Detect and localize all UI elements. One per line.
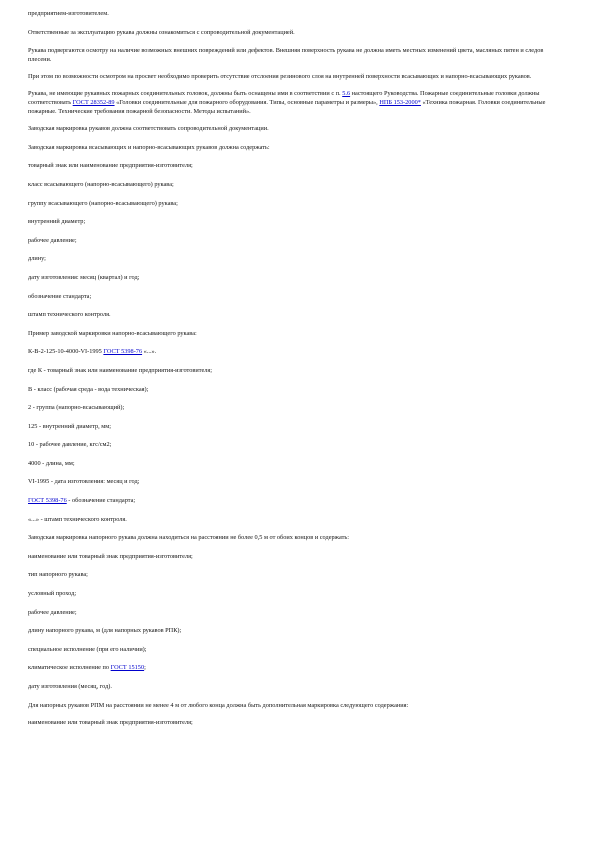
list-item: класс всасывающего (напорно-всасывающего) рукава; [28,180,174,188]
paragraph: Ответственные за эксплуатацию рукава должны ознакомиться с сопроводительной документацией. [28,28,295,36]
paragraph: Заводская маркировка всасывающих и напорно-всасывающих рукавов должна содержать: [28,143,270,151]
list-item: длину; [28,255,46,263]
paragraph [28,347,555,356]
list-item [28,663,555,672]
list-item: «...» - штамп технического контроля. [28,515,127,523]
text-run: «Техника пожарная. Головки соединительные пожарные. Технические требования пожарной безопасности. Методы испытаний». [28,99,546,116]
list-item: товарный знак или наименование предприятия-изготовителя; [28,162,193,170]
list-item: дату изготовления (месяц, год). [28,683,112,690]
list-item: наименование или товарный знак предприятия-изготовителя; [28,552,193,560]
gost-link[interactable]: ГОСТ 15150 [110,664,145,672]
list-item: штамп технического контроля. [28,311,111,319]
list-item: VI-1995 - дата изготовления: месяц и год; [28,478,140,486]
list-item: обозначение стандарта; [28,292,92,300]
paragraph: Заводская маркировка напорного рукава должна находиться на расстоянии не более 0,5 м от обоих концов и содержать: [28,534,350,542]
text-run: «...». [142,348,157,356]
list-item: 125 - внутренний диаметр, мм; [28,422,112,430]
text-run: Рукава, не имеющие рукавных пожарных соединительных головок, должны быть оснащены ими в соответствии с п. [28,90,343,98]
paragraph [28,89,555,116]
paragraph: Заводская маркировка рукавов должна соответствовать сопроводительной документации. [28,125,269,133]
list-item: внутренний диаметр; [28,218,86,226]
list-item: рабочее давление; [28,236,77,244]
text-run: К-В-2-125-10-4000-VI-1995 [28,348,104,356]
npb-link[interactable]: НПБ 153-2000* [379,99,421,107]
list-item: дату изготовления: месяц (квартал) и год; [28,273,140,281]
paragraph: Рукава подвергаются осмотру на наличие возможных внешних повреждений или дефектов. Внешняя поверхность рукава не должна иметь местных изменений цвета, масляных пятен и следов плесени. [28,47,544,64]
list-item: тип напорного рукава; [28,571,88,579]
list-item: 10 - рабочее давление, кгс/см2; [28,441,112,449]
paragraph: При этом по возможности осмотром на просвет необходимо проверить отсутствие отслоения резинового слоя на внутренней поверхности всасывающих и напорно-всасывающих рукавов. [28,73,532,81]
text-run: - обозначение стандарта; [66,497,136,505]
gost-link[interactable]: ГОСТ 28352-89 [72,99,115,107]
list-item: 2 - группа (напорно-всасывающий); [28,404,125,412]
text-run: климатическое исполнение по [28,664,111,672]
paragraph: Для напорных рукавов РПМ на расстоянии не менее 4 м от любого конца должна быть дополнительная маркировка следующего содержания: [28,701,409,709]
list-item: где К - товарный знак или наименование предприятия-изготовителя; [28,366,213,374]
list-item: группу всасывающего (напорно-всасывающего) рукава; [28,199,178,207]
section-link[interactable]: 5.6 [342,90,351,98]
list-item [28,496,555,505]
list-item: В - класс (рабочая среда - вода техническая); [28,385,149,393]
text-run: настоящего Руководства. Пожарные соединительные головки должны соответствовать [28,90,540,107]
text-run: «Головки соединительные для пожарного оборудования. Типы, основные параметры и размеры», [114,99,380,107]
paragraph: Пример заводской маркировки напорно-всасывающего рукава: [28,329,197,337]
list-item: наименование или товарный знак предприятия-изготовителя; [28,718,193,726]
list-item: рабочее давление; [28,608,77,616]
gost-link[interactable]: ГОСТ 5398-76 [28,497,67,505]
text-run: ; [144,664,146,672]
list-item: длину напорного рукава, м (для напорных рукавов РПК); [28,627,182,635]
paragraph: предприятием-изготовителем. [28,10,109,17]
gost-link[interactable]: ГОСТ 5398-76 [103,348,143,356]
list-item: условный проход; [28,590,77,598]
list-item: 4000 - длина, мм; [28,459,75,467]
list-item: специальное исполнение (при его наличии); [28,645,147,653]
